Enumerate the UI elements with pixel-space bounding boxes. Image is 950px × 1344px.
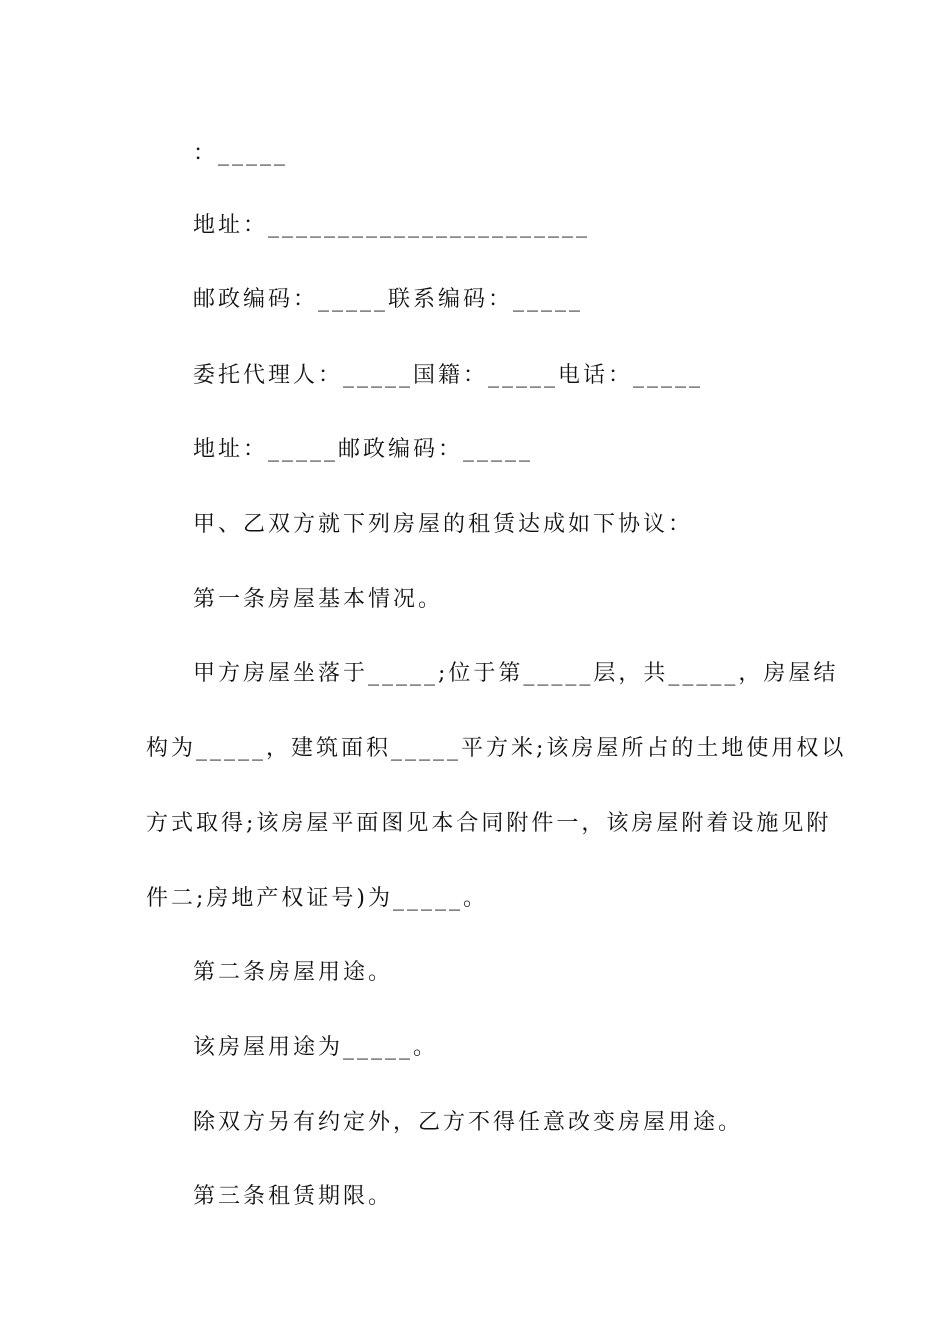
- article-2-restriction: 除双方另有约定外，乙方不得任意改变房屋用途。: [193, 1110, 744, 1135]
- postal-contact-line: 邮政编码：_____联系编码：_____: [193, 287, 584, 312]
- article-1-paragraph-line-4: 件二;房地产权证号)为_____。: [146, 886, 488, 911]
- agent-line: 委托代理人：_____国籍：_____电话：_____: [193, 363, 704, 388]
- article-2-heading: 第二条房屋用途。: [193, 960, 394, 985]
- article-2-usage: 该房屋用途为_____。: [193, 1035, 439, 1060]
- article-3-heading: 第三条租赁期限。: [193, 1184, 394, 1209]
- article-1-heading: 第一条房屋基本情况。: [193, 587, 444, 612]
- agreement-intro: 甲、乙双方就下列房屋的租赁达成如下协议：: [193, 512, 694, 537]
- article-1-paragraph-line-2: 构为_____，建筑面积_____平方米;该房屋所占的土地使用权以: [146, 736, 847, 761]
- address-line: 地址：_______________________: [193, 213, 591, 238]
- article-1-paragraph-line-3: 方式取得;该房屋平面图见本合同附件一，该房屋附着设施见附: [146, 811, 832, 836]
- agent-address-line: 地址：_____邮政编码：_____: [193, 437, 534, 462]
- party-field-line: ：_____: [193, 141, 289, 166]
- article-1-paragraph-line-1: 甲方房屋坐落于_____;位于第_____层，共_____，房屋结: [193, 661, 839, 686]
